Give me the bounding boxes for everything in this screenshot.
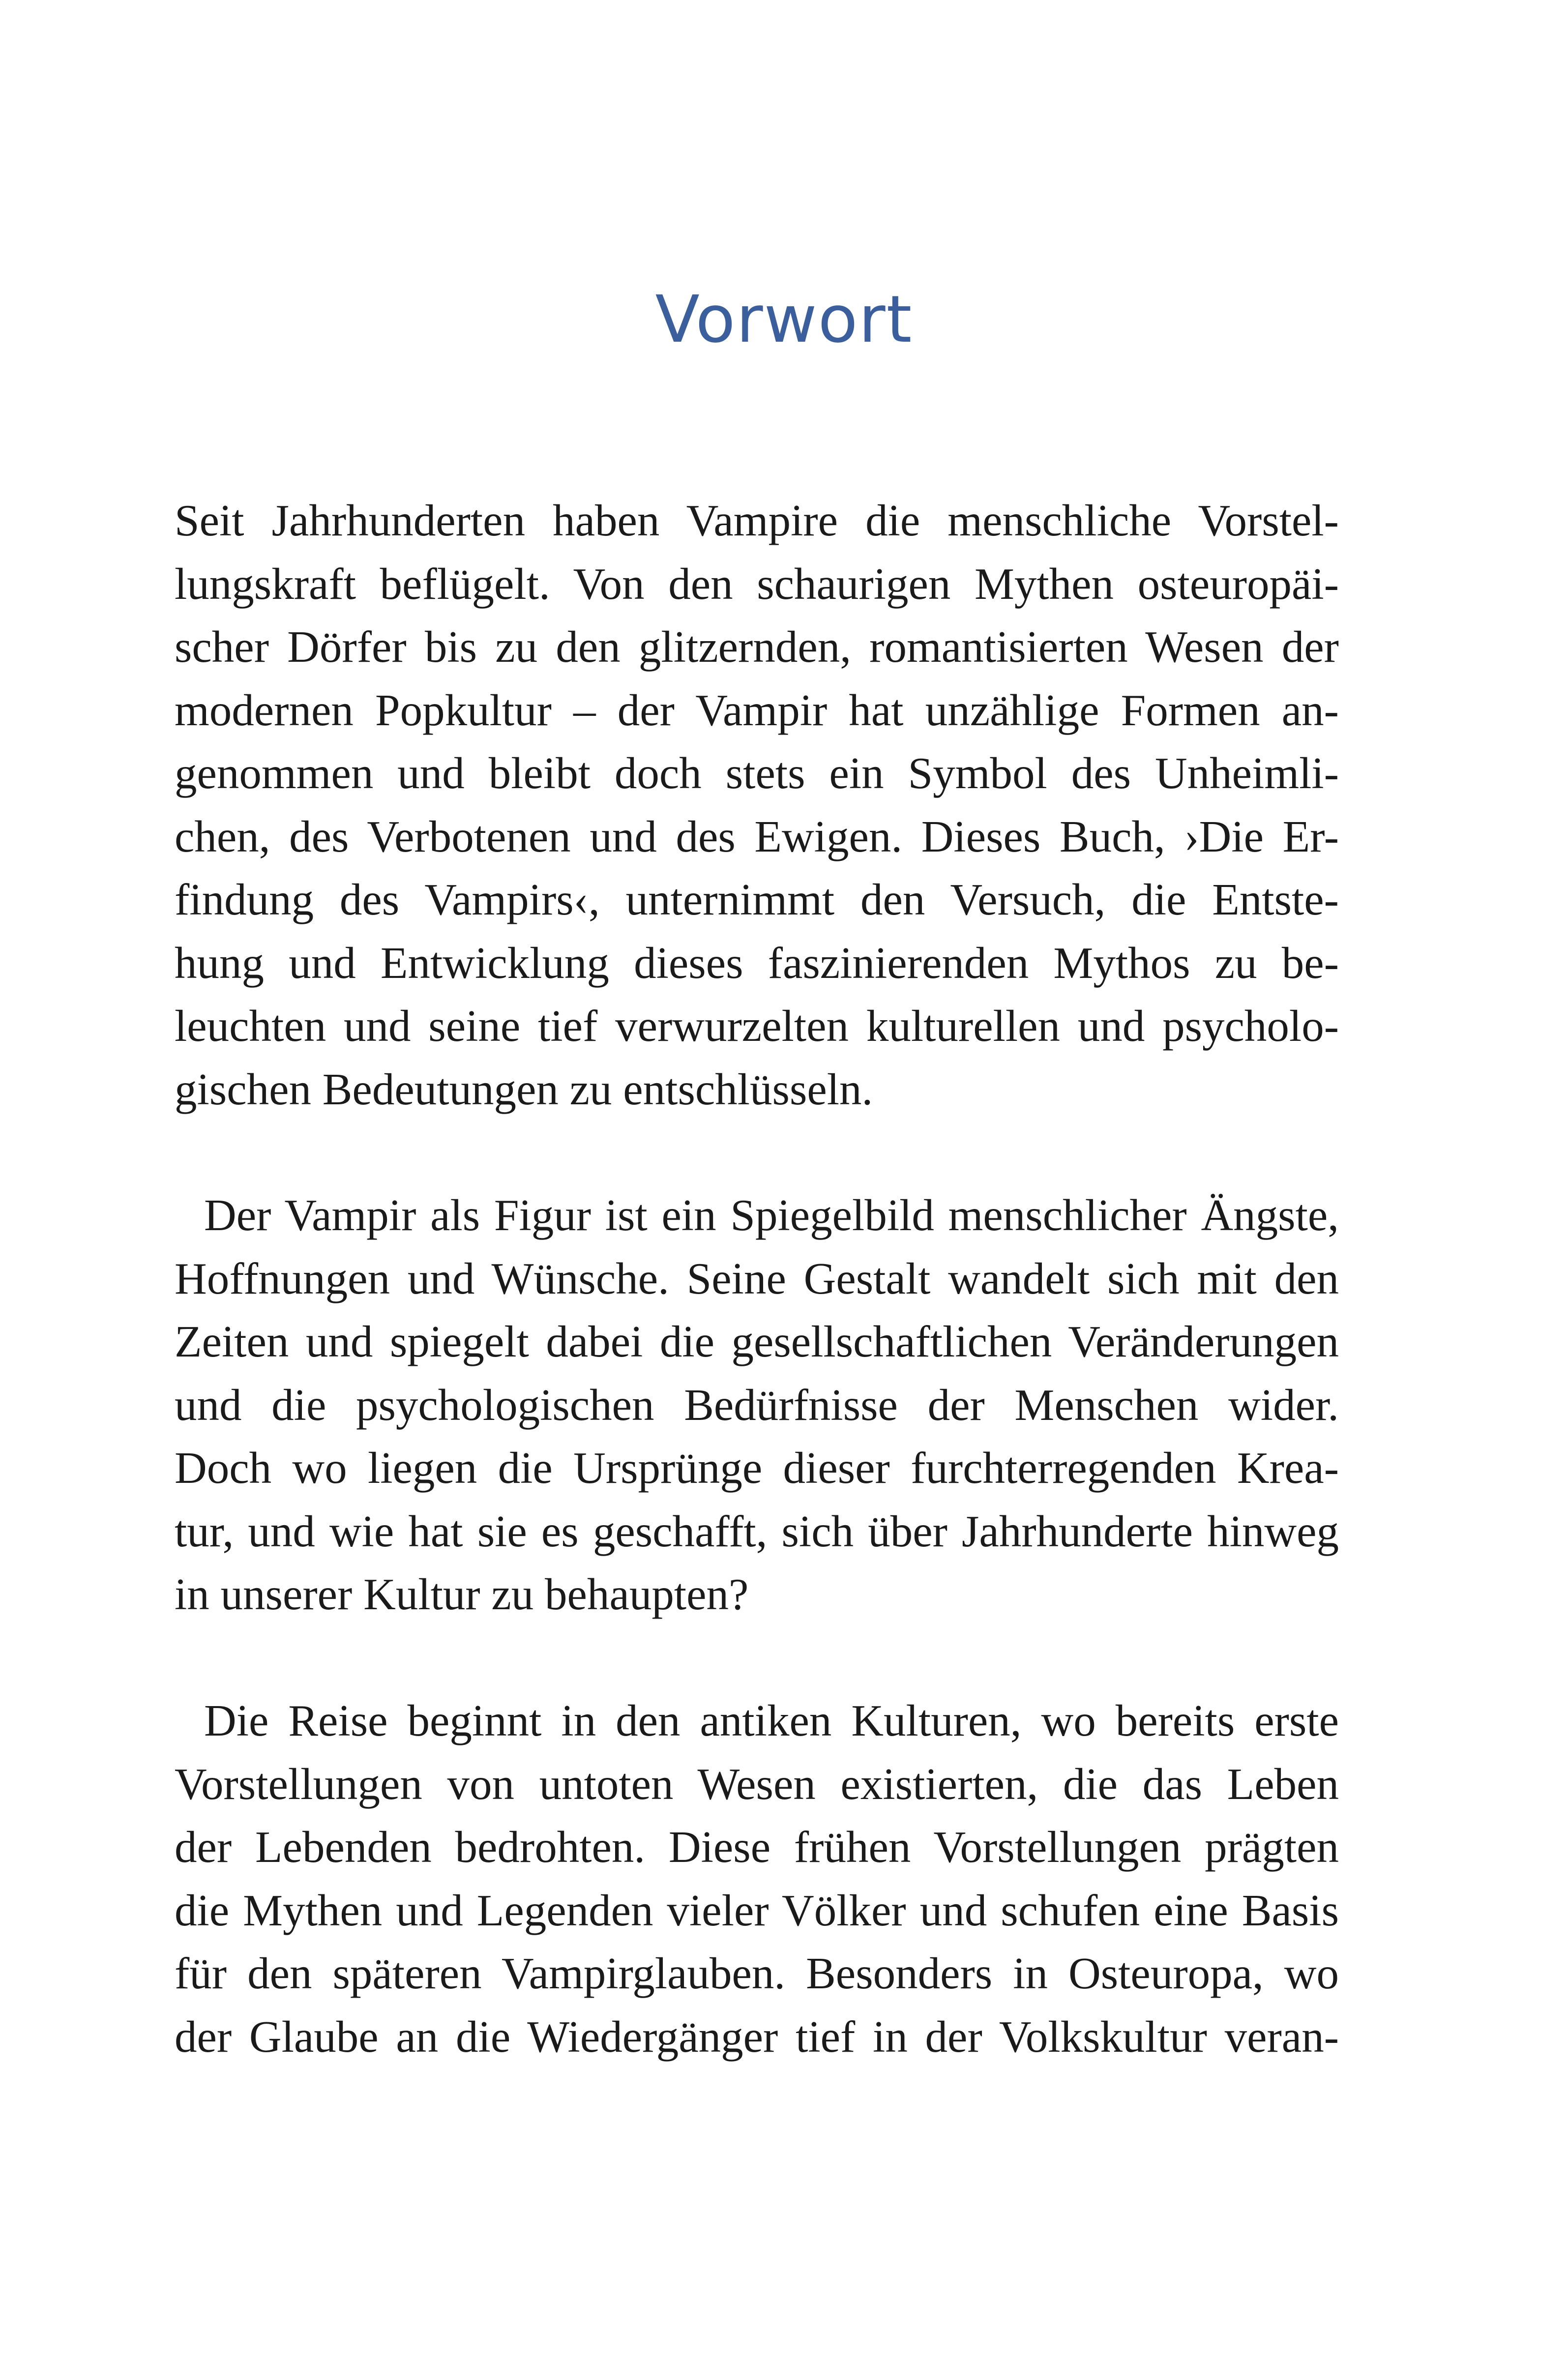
text-line: in unserer Kultur zu behaupten? [175, 1569, 749, 1619]
text-line: Zeiten und spiegelt dabei die gesellschaftlichen Veränderungen [175, 1317, 1339, 1366]
text-line: der Lebenden bedrohten. Diese frühen Vorstellungen prägten [175, 1822, 1339, 1872]
paragraph-1 [175, 489, 1339, 1121]
text-line: Der Vampir als Figur ist ein Spiegelbild menschlicher Ängste, [204, 1190, 1339, 1240]
text-line: für den späteren Vampirglauben. Besonders in Osteuropa, wo [175, 1948, 1339, 1998]
text-line: gischen Bedeutungen zu entschlüsseln. [175, 1064, 873, 1114]
text-line: Seit Jahrhunderten haben Vampire die menschliche Vorstel- [175, 496, 1339, 545]
text-line: modernen Popkultur – der Vampir hat unzählige Formen an- [175, 685, 1339, 735]
text-line: leuchten und seine tief verwurzelten kulturellen und psycholo- [175, 1001, 1339, 1051]
text-line: Hoffnungen und Wünsche. Seine Gestalt wandelt sich mit den [175, 1253, 1339, 1303]
chapter-title: Vorwort [655, 282, 913, 357]
text-line: scher Dörfer bis zu den glitzernden, romantisierten Wesen der [175, 622, 1339, 672]
text-line: hung und Entwicklung dieses faszinierenden Mythos zu be- [175, 938, 1339, 988]
text-line: und die psychologischen Bedürfnisse der Menschen wider. [175, 1380, 1339, 1430]
text-line: tur, und wie hat sie es geschafft, sich über Jahrhunderte hinweg [175, 1506, 1339, 1556]
text-line: der Glaube an die Wiedergänger tief in der Volkskultur veran- [175, 2011, 1339, 2062]
text-line: Vorstellungen von untoten Wesen existierten, die das Leben [175, 1759, 1339, 1809]
text-line: genommen und bleibt doch stets ein Symbol des Unheimli- [175, 748, 1339, 798]
text-line: Die Reise beginnt in den antiken Kulturen, wo bereits erste [204, 1696, 1339, 1745]
text-line: lungskraft beflügelt. Von den schaurigen Mythen osteuropäi- [175, 559, 1339, 609]
text-line: die Mythen und Legenden vieler Völker und schufen eine Basis [175, 1885, 1339, 1935]
text-line: findung des Vampirs‹, unternimmt den Versuch, die Entste- [175, 875, 1339, 924]
paragraph-2 [175, 1184, 1339, 1626]
text-line: chen, des Verbotenen und des Ewigen. Dieses Buch, ›Die Er- [175, 811, 1339, 861]
text-line: Doch wo liegen die Ursprünge dieser furchterregenden Krea- [175, 1443, 1339, 1493]
paragraph-3 [175, 1689, 1339, 2068]
